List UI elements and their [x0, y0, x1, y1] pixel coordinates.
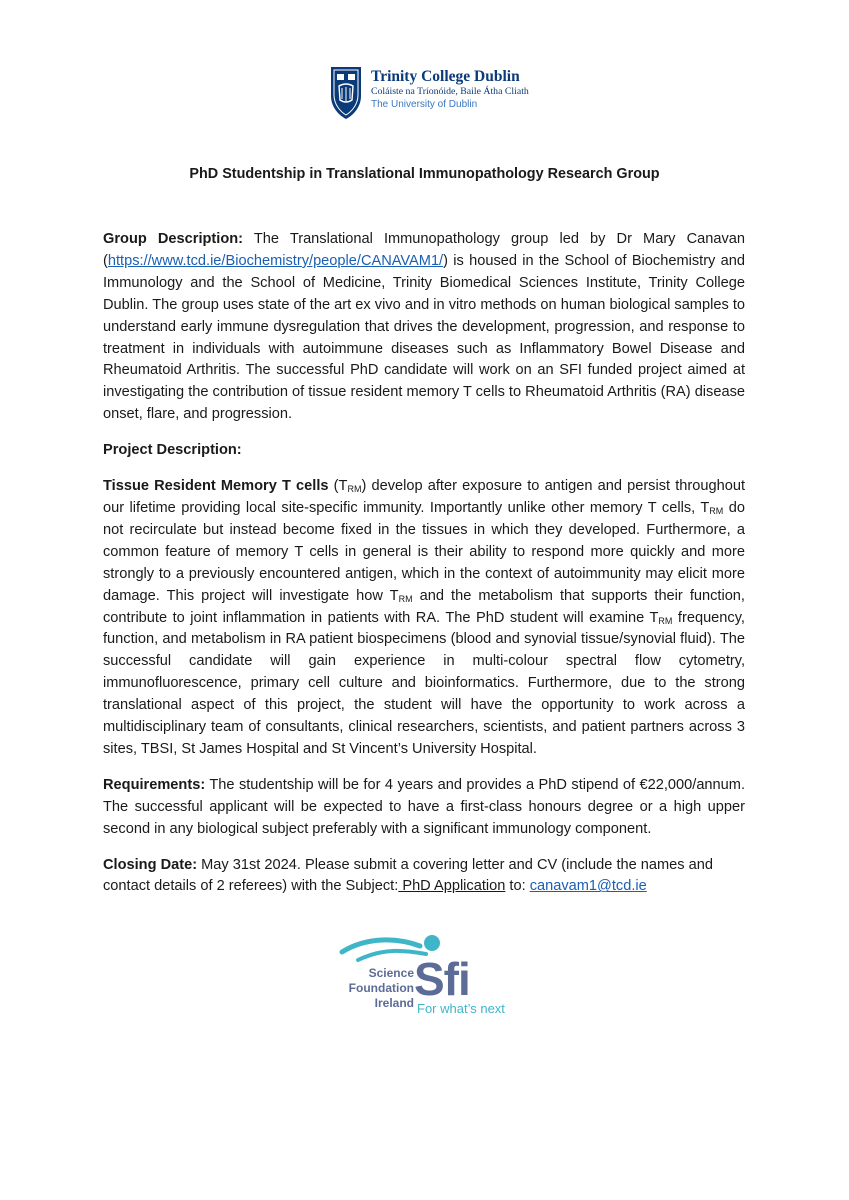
- trm-letter: T: [649, 609, 659, 626]
- requirements-text: The studentship will be for 4 years and provides a PhD stipend of €22,000/annum. The successful applicant will be expected to have a first-class honours degree or a high upper second in any biological subject preferably with a significant immunology component.: [103, 776, 745, 837]
- project-text-2: ) develop after exposure to antigen and persist throughout our lifetime providing local site-specific immunity. Importantly unlike other memory T cells,: [103, 478, 745, 516]
- trm-term: [649, 610, 672, 626]
- sfi-wordmark: [336, 966, 414, 1011]
- institution-name: Trinity College Dublin: [371, 68, 520, 85]
- project-description: [103, 476, 745, 761]
- requirements-label: Requirements:: [103, 776, 206, 793]
- group-text-1: The Translational Immunopathology group led by Dr Mary Canavan (: [103, 231, 745, 269]
- sfi-logo: [328, 928, 528, 1028]
- group-label: Group Description:: [103, 231, 244, 247]
- sfi-line-2: Foundation: [348, 981, 414, 995]
- closing-text-2: to:: [505, 878, 530, 895]
- institution-subtitle: The University of Dublin: [371, 99, 478, 110]
- contact-email-link[interactable]: canavam1@tcd.ie: [529, 878, 647, 895]
- sfi-line-1: Science: [368, 966, 414, 980]
- trm-subscript: RM: [658, 615, 673, 626]
- group-description: [103, 229, 745, 426]
- trm-subscript: RM: [709, 505, 724, 516]
- closing-label: Closing Date:: [103, 856, 198, 873]
- trm-letter: T: [700, 499, 710, 516]
- closing-text-1: May 31st 2024. Please submit a covering letter and CV (include the names and contact details of 2 referees) with the Subject:: [103, 856, 713, 895]
- sfi-tagline: For what’s next: [417, 1001, 505, 1016]
- subject-line: PhD Application: [398, 878, 506, 895]
- tcd-logo: [330, 66, 529, 120]
- trm-term: [700, 500, 723, 516]
- closing-date: [103, 855, 745, 899]
- project-bold-lead: Tissue Resident Memory T cells: [103, 478, 329, 495]
- trm-subscript: RM: [398, 593, 413, 604]
- page-title: PhD Studentship in Translational Immunopathology Research Group: [189, 166, 660, 182]
- trm-subscript: RM: [347, 484, 362, 495]
- document-body: [103, 229, 745, 912]
- project-text-5: frequency, function, and metabolism in RA patient biospecimens (blood and synovial tissue/synovial fluid). The successful candidate will gain experience in multi-colour spectral flow cytometry, immunofluorescence, primary cell culture and bioinformatics. Furthermore, due to the strong translational aspect of this project, the student will have the opportunity to work across a multidisciplinary team of consultants, clinical researchers, scientists, and patient partners across 3 sites, TBSI, St James Hospital and St Vincent’s University Hospital.: [103, 609, 745, 757]
- group-link[interactable]: https://www.tcd.ie/Biochemistry/people/CANAVAM1/: [107, 252, 444, 269]
- trm-term: [390, 588, 413, 604]
- project-text-3: do not recirculate but instead become fixed in the tissues in which they developed. Furthermore, a common feature of memory T cells in general is their ability to respond more quickly and more strongly to a previously encountered antigen, which in the context of autoimmunity may elicit more damage. This project will investigate how: [103, 499, 745, 604]
- group-text-2: ) is housed in the School of Biochemistry and Immunology and the School of Medicine, Trinity Biomedical Sciences Institute, Trinity College Dublin. The group uses state of the art ex vivo and in vitro methods on human biological samples to understand early immune dysregulation that drives the development, progression, and response to treatment in individuals with autoimmune diseases such as Inflammatory Bowel Disease and Rheumatoid Arthritis. The successful PhD candidate will work on an SFI funded project aimed at investigating the contribution of tissue resident memory T cells to Rheumatoid Arthritis (RA) disease onset, flare, and progression.: [103, 252, 745, 423]
- project-heading: Project Description:: [103, 442, 242, 459]
- sfi-line-3: Ireland: [374, 996, 414, 1010]
- tcd-crest-icon: [330, 66, 362, 120]
- sfi-mark: Sfi: [414, 953, 470, 1005]
- trm-letter: T: [338, 478, 348, 495]
- requirements: [103, 775, 745, 841]
- trm-term: [339, 478, 362, 494]
- institution-irish-name: Coláiste na Tríonóide, Baile Átha Cliath: [371, 86, 529, 97]
- project-text-1: (: [328, 478, 339, 495]
- project-text-4: and the metabolism that supports their function, contribute to joint inflammation in patients with RA. The PhD student will examine: [103, 587, 745, 626]
- trm-letter: T: [389, 587, 399, 604]
